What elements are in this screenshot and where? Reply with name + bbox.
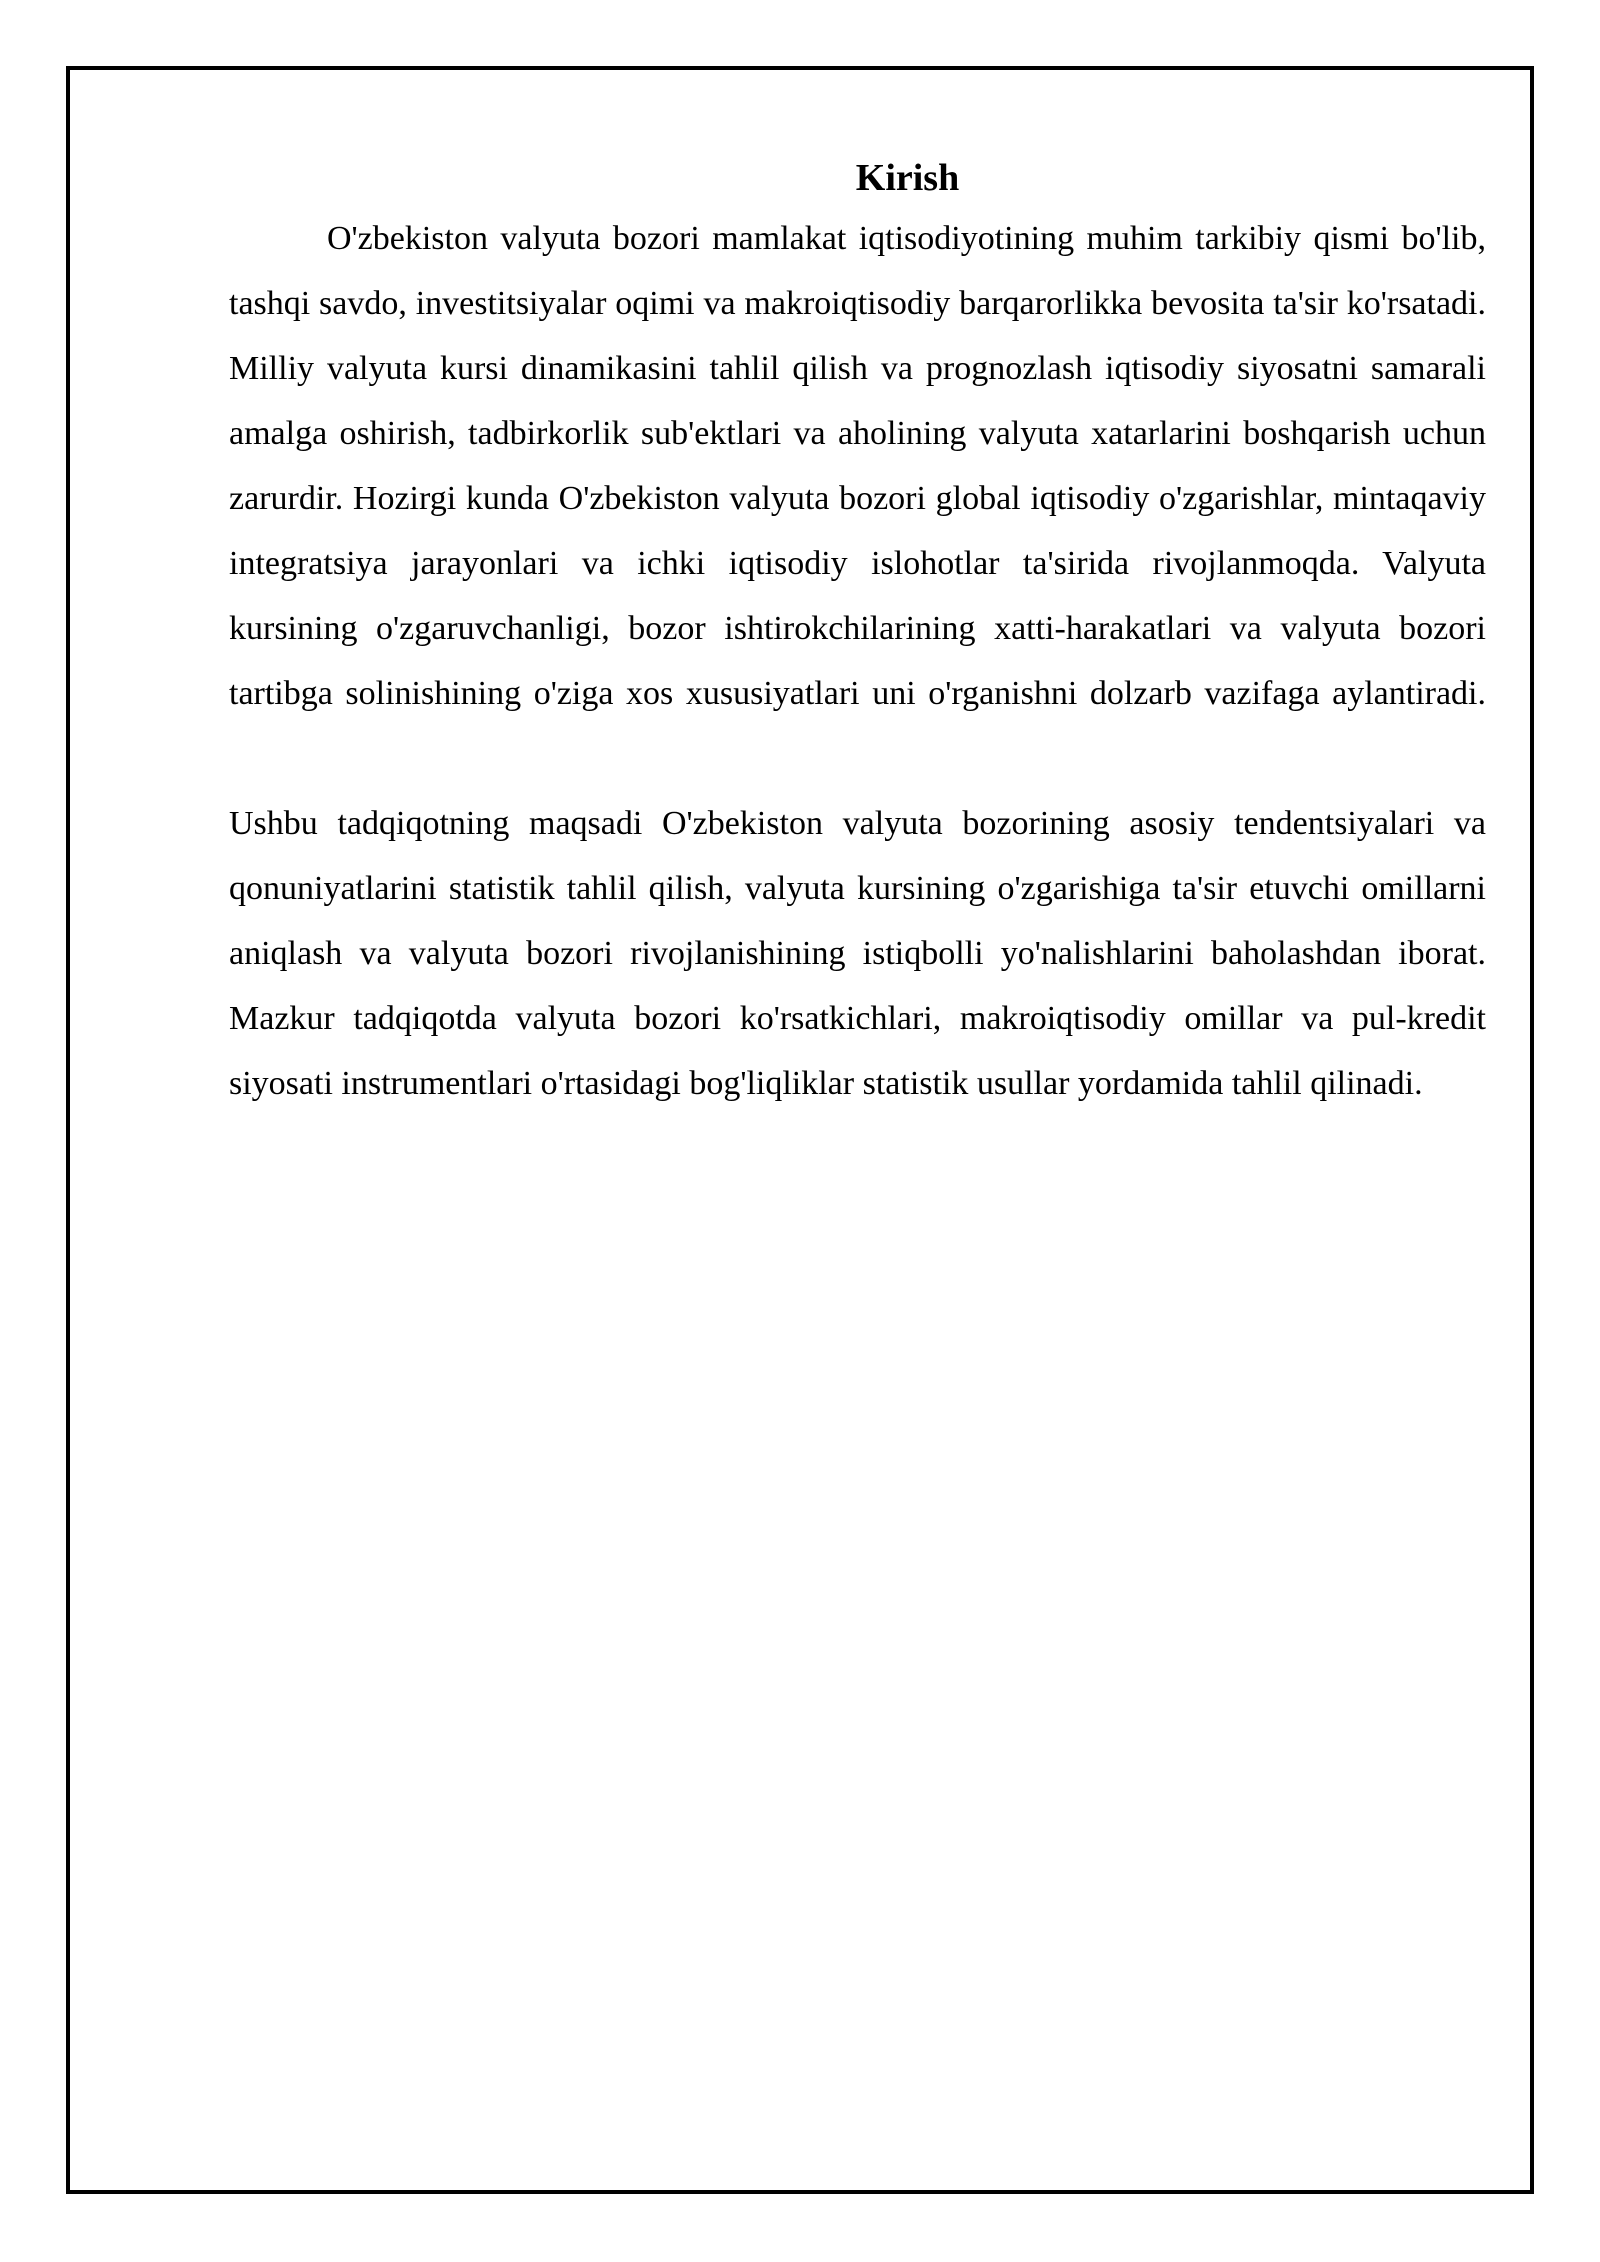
paragraph-goal: Ushbu tadqiqotning maqsadi O'zbekiston valyuta bozorining asosiy tendentsiyalari va qonuniyatlarini statistik tahlil qilish, valyuta kursining o'zgarishiga ta'sir etuvchi omillarni aniqlash va valyuta bozori rivojlanishining istiqbolli yo'nalishlarini baholashdan iborat. Mazkur tadqiqotda valyuta bozori ko'rsatkichlari, makroiqtisodiy omillar va pul-kredit siyosati instrumentlari o'rtasidagi bog'liqliklar statistik usullar yordamida tahlil qilinadi. (229, 805, 1486, 1102)
paragraph-spacer (229, 726, 1486, 791)
document-title: Kirish (855, 157, 960, 199)
document-body (229, 150, 1486, 1116)
paragraph-intro: O'zbekiston valyuta bozori mamlakat iqtisodiyotining muhim tarkibiy qismi bo'lib, tashqi savdo, investitsiyalar oqimi va makroiqtisodiy barqarorlikka bevosita ta'sir ko'rsatadi. Milliy valyuta kursi dinamikasini tahlil qilish va prognozlash iqtisodiy siyosatni samarali amalga oshirish, tadbirkorlik sub'ektlari va aholining valyuta xatarlarini boshqarish uchun zarurdir. Hozirgi kunda O'zbekiston valyuta bozori global iqtisodiy o'zgarishlar, mintaqaviy integratsiya jarayonlari va ichki iqtisodiy islohotlar ta'sirida rivojlanmoqda. Valyuta kursining o'zgaruvchanligi, bozor ishtirokchilarining xatti-harakatlari va valyuta bozori tartibga solinishining o'ziga xos xususiyatlari uni o'rganishni dolzarb vazifaga aylantiradi. (229, 220, 1486, 712)
